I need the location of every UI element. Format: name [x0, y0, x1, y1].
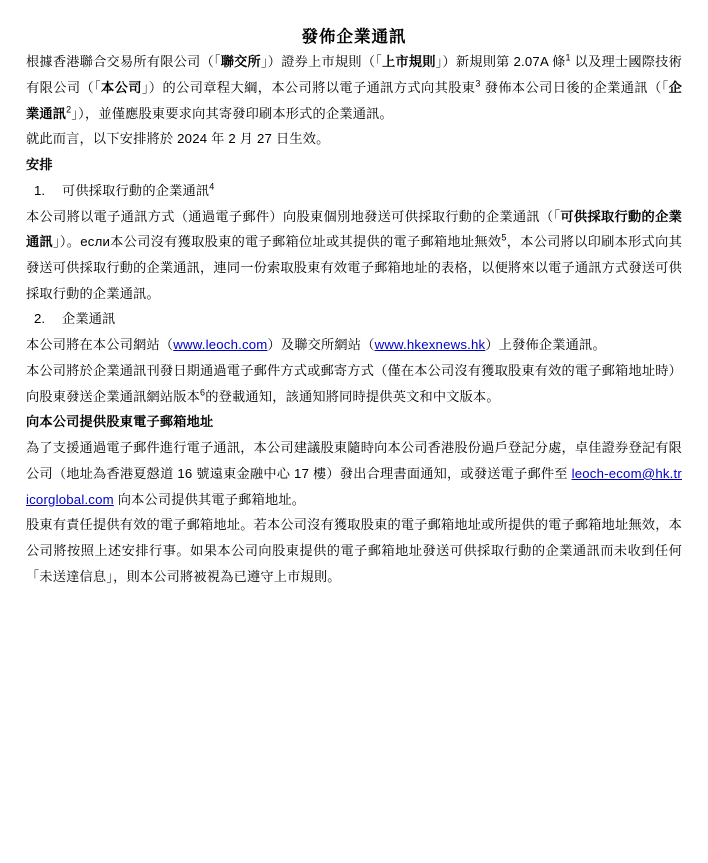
item1-body-text-1: 本公司將以電子通訊方式（通過電子郵件）向股東個別地發送可供採取行動的企業通訊（「 [26, 208, 561, 224]
item2-text-3: ）上發佈企業通訊。 [485, 337, 606, 353]
item1-label-text: 可供採取行動的企業通訊 [62, 182, 210, 198]
intro-text-7: 」），並僅應股東要求向其寄發印刷本形式的企業通訊。 [71, 105, 393, 121]
item2-text-4: 本公司將於企業通訊刊發日期通過電子郵件方式或郵寄方式（僅在本公司沒有獲取股東有效的電子郵箱地址時）向股東發送企業通訊網站版本 [26, 362, 682, 404]
intro-text-5: 」）的公司章程大綱，本公司將以電子通訊方式向其股東 [141, 79, 476, 95]
item2-text-2: ）及聯交所網站（ [267, 337, 375, 353]
footnote-ref-1: 1 [565, 52, 571, 63]
email-text-1: 為了支援通過電子郵件進行電子通訊，本公司建議股東隨時向本公司香港股份過戶登記分處，卓佳證券登記有限公司（地址為香港夏慤道 16 號遠東金融中心 17 樓）發出合理書面通知，或發送電子郵件至 [26, 440, 682, 481]
item2-body-2 [26, 358, 682, 409]
item1-body-text-3: ，本公司將以印刷本形式向其發送可供採取行動的企業通訊，連同一份索取股東有效電子郵箱地址的表格，以便將來以電子通訊方式發送可供採取行動的企業通訊。 [26, 234, 682, 301]
footnote-ref-6: 6 [200, 387, 206, 398]
item2-body-1 [26, 332, 682, 358]
footnote-ref-2: 2 [66, 104, 72, 115]
email-instruction-paragraph [26, 435, 682, 512]
intro-text-6: 發佈本公司日後的企業通訊（「 [480, 79, 669, 95]
intro-bold-4: 企業通訊 [26, 79, 682, 121]
intro-bold-3: 本公司 [101, 79, 142, 95]
document-page [0, 26, 708, 863]
list-item-label [62, 178, 214, 204]
item1-body-bold: 可供採取行動的企業通訊 [26, 208, 682, 250]
page-title: 發佈企業通訊 [301, 28, 407, 46]
intro-text-3: 」）新規則第 2.07A 條 [435, 54, 566, 70]
company-website-link[interactable]: www.leoch.com [173, 337, 268, 353]
item1-body [26, 204, 682, 307]
intro-bold-2: 上市規則 [381, 54, 436, 70]
effective-date-paragraph: 就此而言，以下安排將於 2024 年 2 月 27 日生效。 [26, 131, 330, 147]
hkexnews-website-link[interactable]: www.hkexnews.hk [374, 337, 486, 353]
list-item-label: 企業通訊 [62, 311, 116, 327]
section-heading-email: 向本公司提供股東電子郵箱地址 [26, 414, 214, 430]
footnote-ref-5: 5 [501, 232, 507, 243]
intro-text-1: 根據香港聯合交易所有限公司（「 [26, 54, 221, 70]
tricor-email-link[interactable]: leoch-ecom@hk.tricorglobal.com [26, 465, 682, 507]
intro-paragraph [26, 49, 682, 126]
item2-text-5: 的登載通知，該通知將同時提供英文和中文版本。 [205, 388, 500, 404]
list-item [26, 306, 682, 332]
item2-text-1: 本公司將在本公司網站（ [26, 337, 174, 353]
list-item-number: 2. [34, 311, 45, 327]
list-item-number: 1. [34, 182, 45, 198]
footnote-ref-4: 4 [209, 181, 215, 192]
intro-text-4: 以及理士國際技術有限公司（「 [26, 54, 682, 95]
footnote-ref-3: 3 [475, 78, 481, 89]
section-heading-arrangement: 安排 [26, 157, 53, 173]
list-item [26, 178, 682, 204]
item1-body-text-2: 」）。если本公司沒有獲取股東的電子郵箱位址或其提供的電子郵箱地址無效 [52, 234, 502, 250]
responsibility-paragraph: 股東有責任提供有效的電子郵箱地址。若本公司沒有獲取股東的電子郵箱地址或所提供的電子郵箱地址無效，本公司將按照上述安排行事。如果本公司向股東提供的電子郵箱地址發送可供採取行動的企業通訊而未收到任何「未送達信息」，則本公司將被視為已遵守上市規則。 [26, 517, 682, 584]
intro-bold-1: 聯交所 [220, 54, 261, 70]
email-text-2: 向本公司提供其電子郵箱地址。 [113, 491, 306, 507]
intro-text-2: 」）證券上市規則（「 [260, 54, 382, 70]
